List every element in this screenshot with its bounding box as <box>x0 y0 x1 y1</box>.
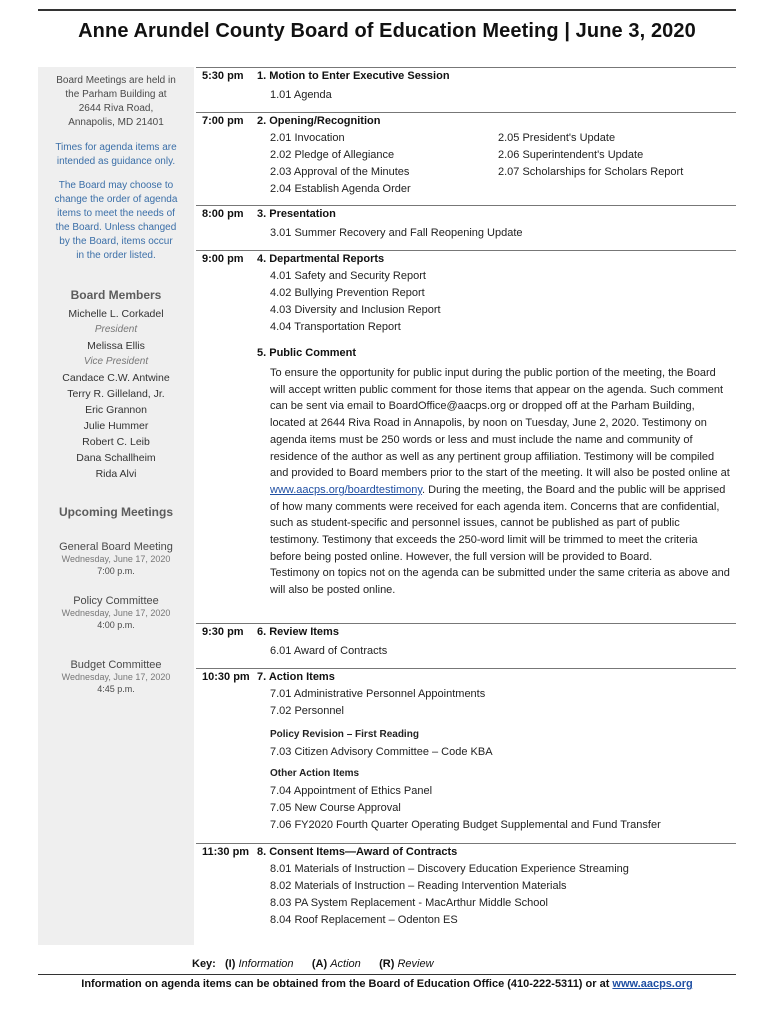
note-line: the Board. Unless changed <box>55 222 177 233</box>
agenda-item: 8.01 Materials of Instruction – Discovery Education Experience Streaming <box>270 863 629 875</box>
meeting-date: Wednesday, June 17, 2020 <box>61 554 171 564</box>
agenda-item: 2.07 Scholarships for Scholars Report <box>498 166 684 178</box>
section-time: 9:00 pm <box>202 253 244 265</box>
section-time: 7:00 pm <box>202 115 244 127</box>
key-label: Key: <box>192 958 216 970</box>
agenda-item: 7.03 Citizen Advisory Committee – Code KBA <box>270 746 493 758</box>
address-line: the Parham Building at <box>65 89 167 100</box>
section-items <box>270 783 661 834</box>
agenda-item: 4.04 Transportation Report <box>270 321 401 333</box>
member-name: Robert C. Leib <box>82 436 150 448</box>
section-title: 1. Motion to Enter Executive Session <box>257 70 450 82</box>
address-line: Board Meetings are held in <box>56 75 176 86</box>
member-name: Rida Alvi <box>95 468 137 480</box>
section-title: 2. Opening/Recognition <box>257 115 381 127</box>
meeting-time: 4:00 p.m. <box>97 620 135 630</box>
section-items <box>270 686 485 720</box>
public-comment-text <box>270 365 730 599</box>
top-rule <box>38 9 736 11</box>
member-name: Melissa Ellis <box>87 340 145 352</box>
section-title: 8. Consent Items—Award of Contracts <box>257 846 458 858</box>
footer-text: Information on agenda items can be obtained from the Board of Education Office (410-222-5311) or at <box>81 978 613 990</box>
member-name: Dana Schallheim <box>76 452 156 464</box>
agenda-item: 7.04 Appointment of Ethics Panel <box>270 785 433 797</box>
agenda-item: 4.03 Diversity and Inclusion Report <box>270 304 441 316</box>
board-members-heading: Board Members <box>70 288 162 302</box>
agenda-item: 3.01 Summer Recovery and Fall Reopening Update <box>270 227 523 239</box>
section-time: 9:30 pm <box>202 626 244 638</box>
member-name: Michelle L. Corkadel <box>68 308 164 320</box>
agenda-item: 8.02 Materials of Instruction – Reading Intervention Materials <box>270 880 567 892</box>
section-items-right <box>498 130 683 181</box>
testimony-link[interactable]: www.aacps.org/boardtestimony <box>270 483 423 496</box>
agenda-item: 7.01 Administrative Personnel Appointments <box>270 688 486 700</box>
meeting-title: Budget Committee <box>70 659 162 671</box>
note-line: change the order of agenda <box>54 194 178 205</box>
meeting-title: Policy Committee <box>73 595 159 607</box>
section-items <box>270 643 387 660</box>
upcoming-meeting <box>44 659 188 695</box>
note-line: intended as guidance only. <box>56 156 176 167</box>
section-time: 8:00 pm <box>202 208 244 220</box>
bottom-rule <box>38 974 736 975</box>
address-line: Annapolis, MD 21401 <box>68 117 164 128</box>
meeting-date: Wednesday, June 17, 2020 <box>61 672 171 682</box>
agenda-item: 7.02 Personnel <box>270 705 344 717</box>
section-title: 4. Departmental Reports <box>257 253 385 265</box>
footer <box>38 978 736 990</box>
agenda-section <box>196 205 736 252</box>
meeting-date: Wednesday, June 17, 2020 <box>61 608 171 618</box>
meeting-time: 7:00 p.m. <box>97 566 135 576</box>
member-name: Candace C.W. Antwine <box>62 372 170 384</box>
legend-key <box>192 958 434 970</box>
agenda-section <box>196 112 736 206</box>
agenda-item: 2.01 Invocation <box>270 132 345 144</box>
comment-text: To ensure the opportunity for public input during the public portion of the meeting, the Board will accept written public comment for those items that appear on the agenda. Such comment can be sent via email to BoardOffice@aacps.org or dropped off at the Parham Building, located at 2644 Riva Road in Annapolis, by noon on Tuesday, June 2, 2020. Testimony on agenda items must be 250 words or less and must include the name and community of residence of the author as well as any pertinent group affiliation. Testimony will be compiled and provided to Board members prior to the start of the meeting. It will also be posted online at <box>270 367 730 480</box>
meeting-location-note <box>44 74 188 130</box>
section-items <box>270 268 441 336</box>
note-line: items to meet the needs of <box>57 208 175 219</box>
section-items <box>270 87 332 104</box>
times-guidance-note <box>44 141 188 169</box>
member-role: Vice President <box>83 356 149 367</box>
note-line: in the order listed. <box>76 250 156 261</box>
key-text: Action <box>330 958 361 970</box>
key-text: Information <box>238 958 294 970</box>
agenda-item: 4.01 Safety and Security Report <box>270 270 426 282</box>
comment-text: . During the meeting, the Board and the public will be apprised of how many comments were received for each agenda item. Concerns that are confidential, such as student-specific and personnel issues, cannot be published as part of public testimony. Testimony that exceeds the 250-word limit will be trimmed to meet the criteria before being posted online. However, the full version will be provided to Board. <box>270 483 726 563</box>
section-title: 5. Public Comment <box>257 347 357 359</box>
agenda-item: 2.02 Pledge of Allegiance <box>270 149 395 161</box>
agenda-item: 2.06 Superintendent's Update <box>498 149 644 161</box>
section-items <box>270 130 411 198</box>
meeting-title: General Board Meeting <box>59 541 173 553</box>
sidebar <box>38 67 194 945</box>
agenda-item: 7.05 New Course Approval <box>270 802 401 814</box>
section-title: 6. Review Items <box>257 626 339 638</box>
board-members <box>44 287 188 482</box>
website-link[interactable]: www.aacps.org <box>612 978 693 990</box>
agenda-item: 2.03 Approval of the Minutes <box>270 166 410 178</box>
section-time: 11:30 pm <box>202 846 250 858</box>
key-code: (A) <box>311 958 328 970</box>
section-items <box>270 225 523 242</box>
agenda-item: 2.04 Establish Agenda Order <box>270 183 411 195</box>
agenda-item: 8.04 Roof Replacement – Odenton ES <box>270 914 458 926</box>
note-line: by the Board, items occur <box>59 236 173 247</box>
section-time: 10:30 pm <box>202 671 250 683</box>
upcoming-meeting <box>44 595 188 631</box>
agenda-item: 4.02 Bullying Prevention Report <box>270 287 425 299</box>
agenda-item: 2.05 President's Update <box>498 132 616 144</box>
address-line: 2644 Riva Road, <box>78 103 154 114</box>
order-change-note <box>44 179 188 263</box>
upcoming-meetings-heading: Upcoming Meetings <box>58 505 173 519</box>
section-time: 5:30 pm <box>202 70 244 82</box>
section-title: 3. Presentation <box>257 208 336 220</box>
note-line: The Board may choose to <box>58 180 174 191</box>
meeting-time: 4:45 p.m. <box>97 684 135 694</box>
upcoming-meeting <box>44 541 188 577</box>
member-name: Julie Hummer <box>83 420 149 432</box>
agenda-section <box>196 668 736 844</box>
note-line: Times for agenda items are <box>55 142 177 153</box>
key-code: (I) <box>225 958 236 970</box>
agenda-section <box>196 250 736 631</box>
comment-text: Testimony on topics not on the agenda can be submitted under the same criteria as above and will also be posted online. <box>270 567 730 597</box>
agenda-item: 6.01 Award of Contracts <box>270 645 388 657</box>
agenda-section <box>196 67 736 112</box>
agenda-item: 7.06 FY2020 Fourth Quarter Operating Budget Supplemental and Fund Transfer <box>270 819 661 831</box>
section-items <box>270 744 493 761</box>
member-name: Eric Grannon <box>85 404 147 416</box>
section-title: 7. Action Items <box>257 671 335 683</box>
section-items <box>270 861 629 929</box>
key-code: (R) <box>379 958 395 970</box>
subsection-heading: Other Action Items <box>270 768 360 779</box>
subsection-heading: Policy Revision – First Reading <box>270 729 419 740</box>
agenda-section <box>196 623 736 668</box>
agenda-section <box>196 843 736 944</box>
agenda-item: 8.03 PA System Replacement - MacArthur Middle School <box>270 897 548 909</box>
key-text: Review <box>397 958 434 970</box>
agenda-item: 1.01 Agenda <box>270 89 332 101</box>
member-name: Terry R. Gilleland, Jr. <box>67 388 165 400</box>
member-role: President <box>94 324 138 335</box>
page-title: Anne Arundel County Board of Education Meeting | June 3, 2020 <box>78 20 696 42</box>
